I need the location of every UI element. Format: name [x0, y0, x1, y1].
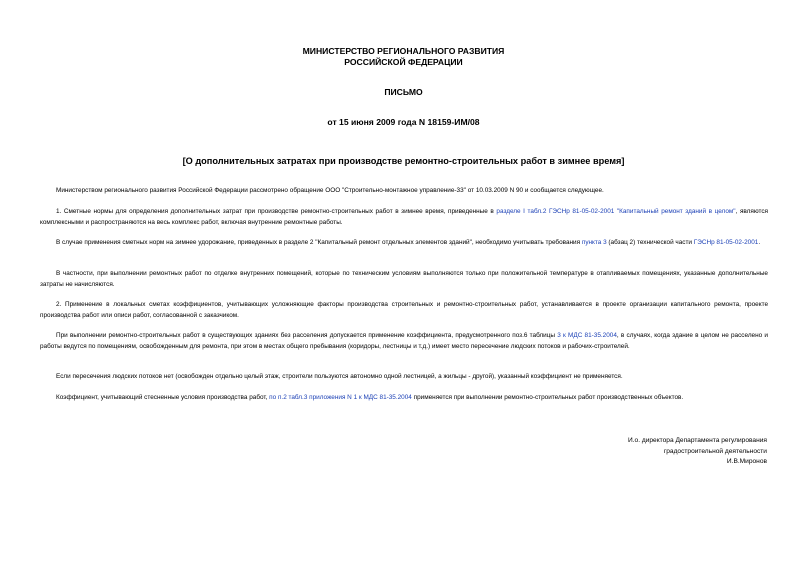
paragraph-2: [40, 238, 768, 249]
paragraph-7-text-before: Коэффициент, учитывающий стесненные условия производства работ,: [56, 394, 270, 401]
paragraph-4: [40, 300, 768, 321]
ministry-name-line2: РОССИЙСКОЙ ФЕДЕРАЦИИ: [344, 57, 463, 67]
paragraph-4-text: 2. Применение в локальных сметах коэффициентов, учитывающих усложняющие факторы производства строительных и ремонтно-строительных работ, устанавливается в проекте организации капитального ремонта, проекте производства работ или описи работ, согласованной с заказчиком.: [40, 301, 768, 319]
link-punkt-3[interactable]: пункта 3: [581, 239, 607, 246]
document-title: [О дополнительных затратах при производстве ремонтно-строительных работ в зимнее время]: [182, 156, 625, 166]
paragraph-2-text-middle: (абзац 2) технической части: [606, 239, 694, 246]
paragraph-2-text-before: В случае применения сметных норм на зимнее удорожание, приведенных в разделе 2 "Капитальный ремонт отдельных элементов зданий", необходимо учитывать требования: [56, 239, 582, 246]
paragraph-6-text: Если пересечения людских потоков нет (освобожден отдельно целый этаж, строители пользуются автономно одной лестницей, а жильцы - другой), указанный коэффициент не применяется.: [56, 373, 623, 380]
link-gesnr-81-05-02-2001[interactable]: ГЭСНр 81-05-02-2001: [693, 239, 759, 246]
ministry-name-line1: МИНИСТЕРСТВО РЕГИОНАЛЬНОГО РАЗВИТИЯ: [302, 46, 505, 56]
paragraph-5-text-before: При выполнении ремонтно-строительных работ в существующих зданиях без расселения допускается применение коэффициента, предусмотренного поз.6 таблицы: [56, 332, 558, 339]
paragraph-3: [40, 269, 768, 290]
paragraph-1: [40, 207, 768, 228]
paragraph-6: [40, 372, 768, 383]
signature-position-line2: градостроительной деятельности: [663, 447, 767, 455]
link-gesnr-section-1[interactable]: разделе I табл.2 ГЭСНр 81-05-02-2001 "Капитальный ремонт зданий в целом": [496, 208, 736, 215]
paragraph-2-text-after: .: [758, 239, 761, 246]
link-mds-appendix-1[interactable]: по п.2 табл.3 приложения N 1 к МДС 81-35.2004: [269, 394, 412, 401]
document-date-number: от 15 июня 2009 года N 18159-ИМ/08: [327, 117, 480, 127]
paragraph-1-text-after: , являются комплексными и распространяются на весь комплекс работ, включая внутренние ремонтные работы.: [40, 208, 769, 226]
paragraph-7: [40, 393, 768, 404]
paragraph-intro: [40, 186, 768, 197]
paragraph-5: [40, 331, 768, 352]
signature-block: [507, 436, 767, 468]
paragraph-intro-text: Министерством регионального развития Российской Федерации рассмотрено обращение ООО "Строительно-монтажное управление-33" от 10.03.2009 N 90 и сообщается следующее.: [56, 187, 604, 194]
link-mds-table-3[interactable]: 3 к МДС 81-35.2004: [557, 332, 617, 339]
paragraph-1-text-before: 1. Сметные нормы для определения дополнительных затрат при производстве ремонтно-строительных работ в зимнее время, приведенные в: [56, 208, 497, 215]
signature-name: И.В.Миронов: [726, 458, 767, 465]
signature-position-line1: И.о. директора Департамента регулирования: [627, 437, 767, 444]
document-type: ПИСЬМО: [384, 87, 423, 97]
paragraph-5-text-after: , в случаях, когда здание в целом не расселено и работы ведутся по помещениям, освобожденным для ремонта, при этом в местах общего пребывания (коридоры, лестницы и т.д.) имеет место пересечение людских потоков и рабочих-строителей.: [40, 332, 768, 350]
paragraph-7-text-after: применяется при выполнении ремонтно-строительных работ производственных объектов.: [411, 394, 684, 401]
paragraph-3-text: В частности, при выполнении ремонтных работ по отделке внутренних помещений, которые по техническим условиям выполняются только при положительной температуре в отапливаемых помещениях, указанные дополнительные затраты не начисляются.: [40, 270, 768, 288]
